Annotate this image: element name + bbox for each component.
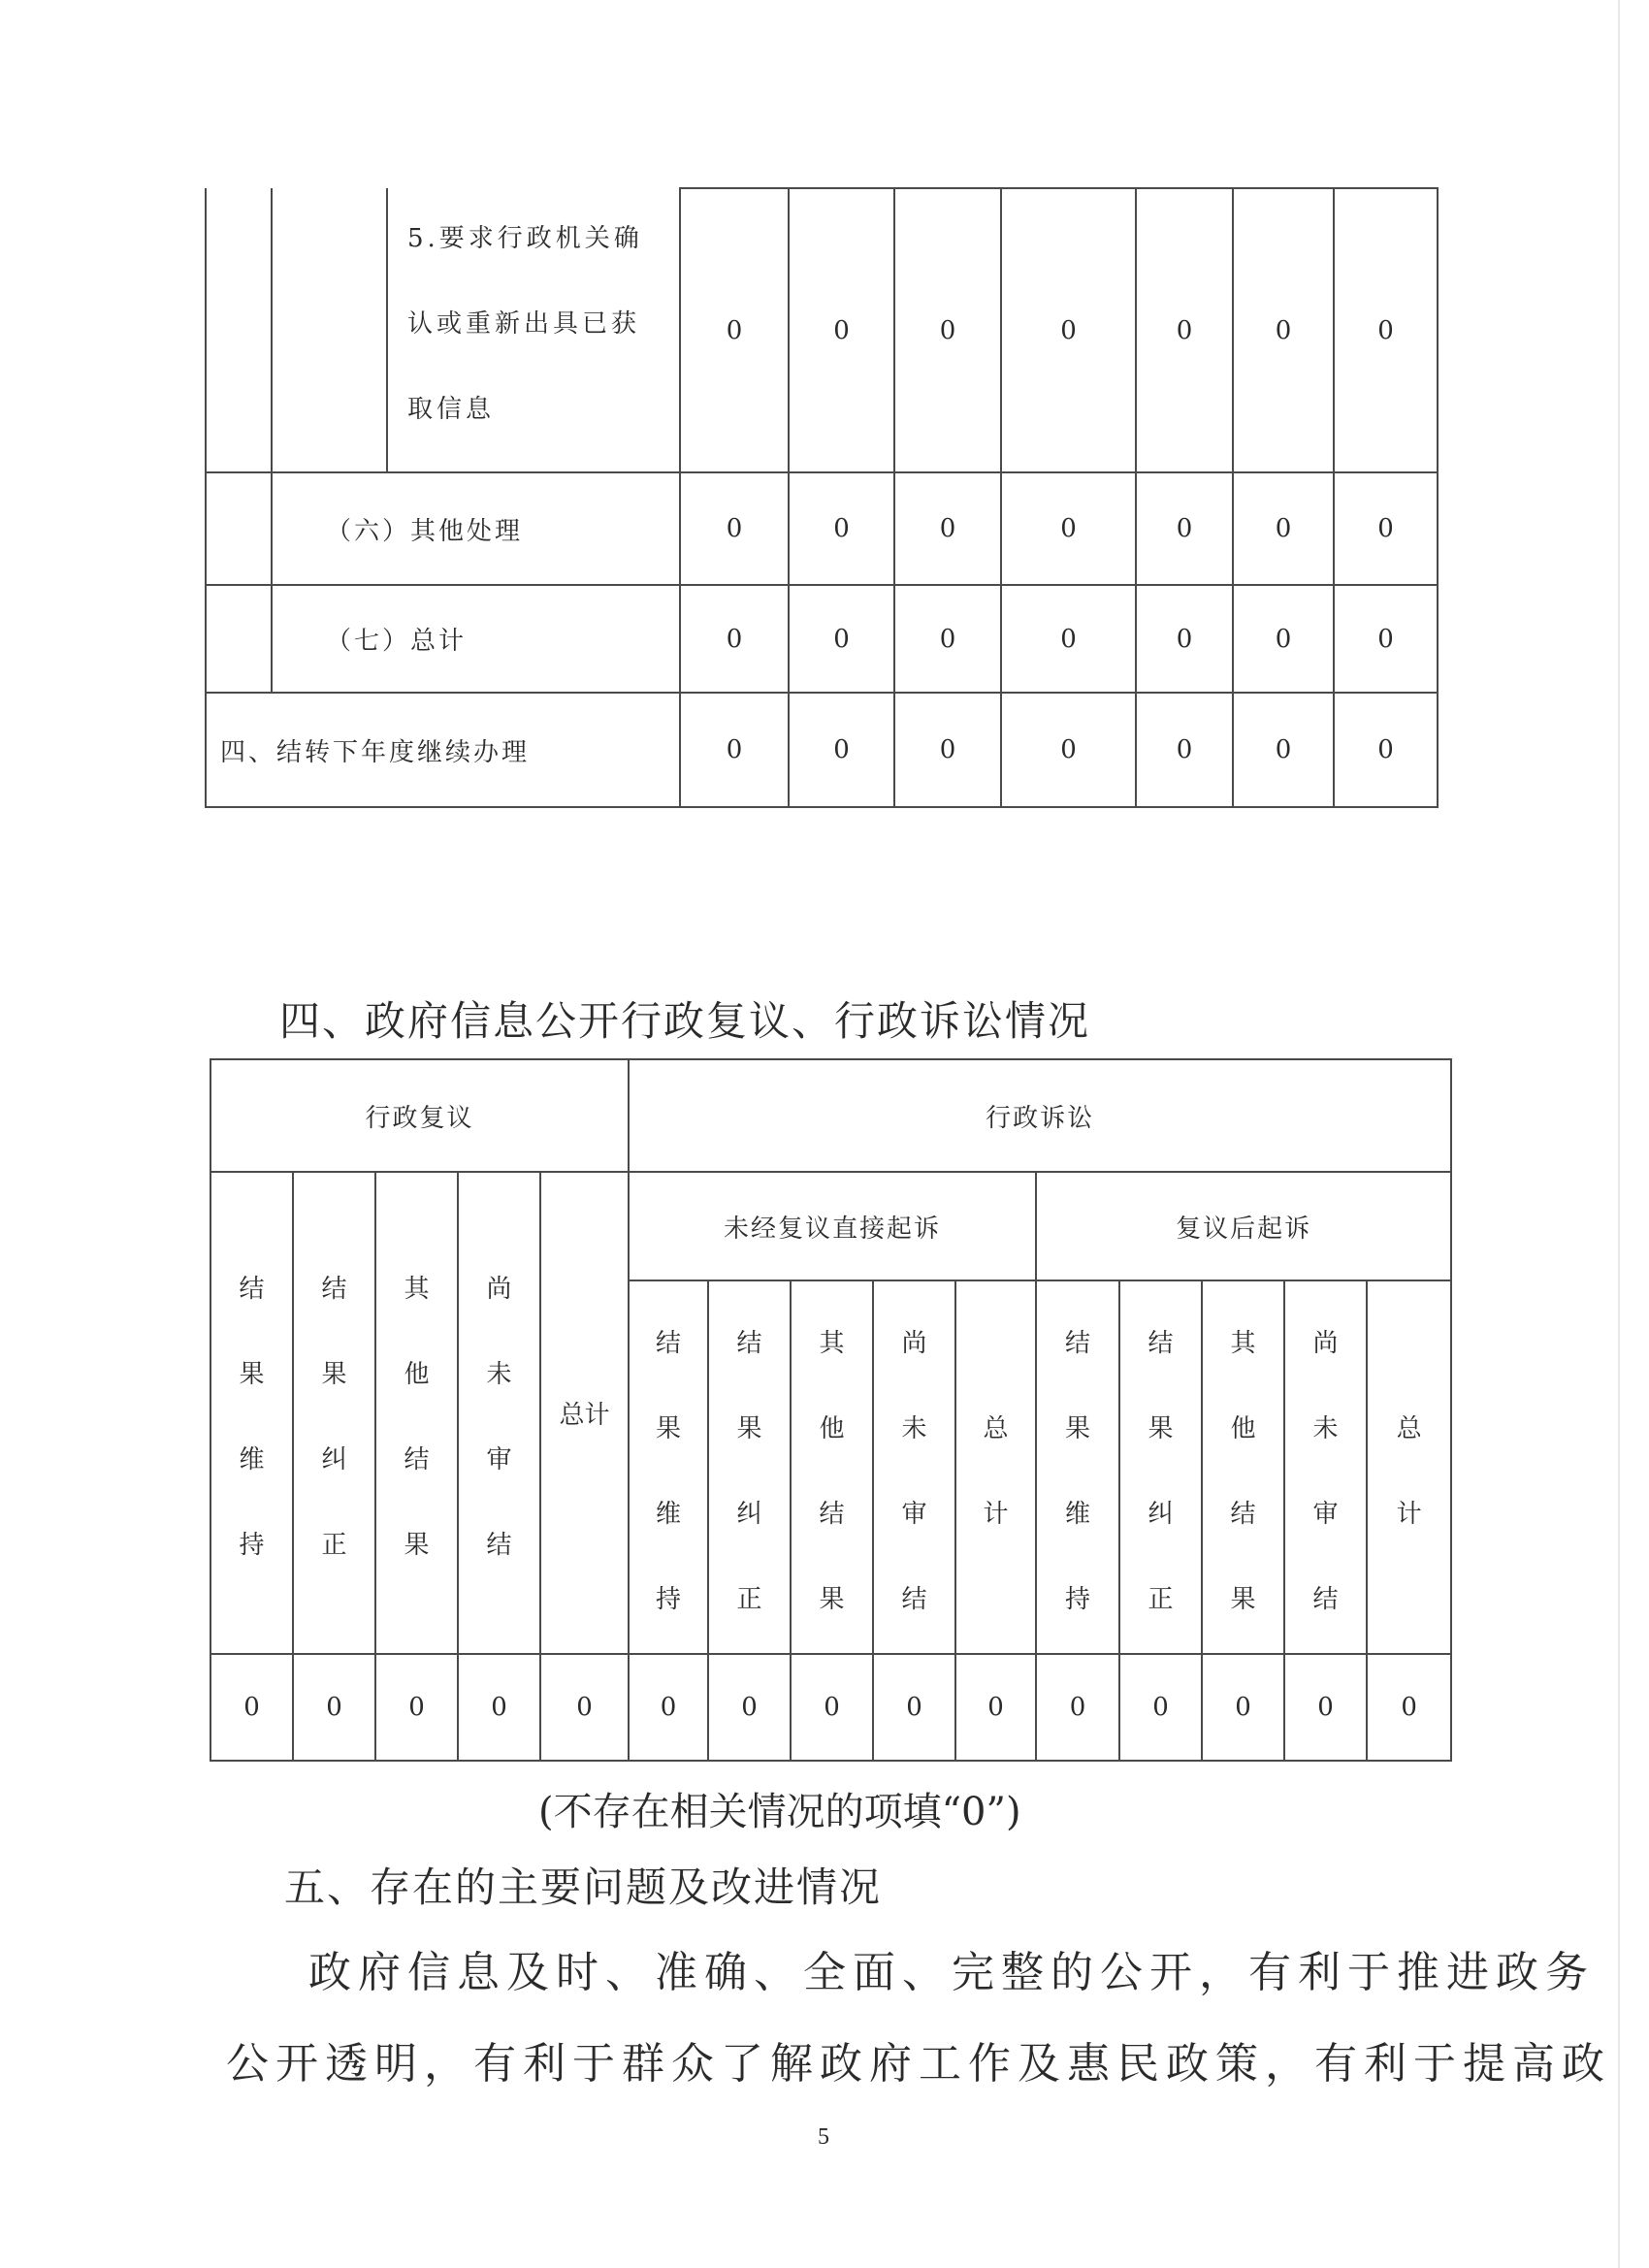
cell: 0 xyxy=(1136,188,1233,472)
col-header: 总计 xyxy=(540,1172,629,1654)
row-label: （六）其他处理 xyxy=(272,472,680,585)
cell: 0 xyxy=(1001,585,1136,693)
cell: 0 xyxy=(894,472,1001,585)
cell: 0 xyxy=(1334,472,1438,585)
cell: 0 xyxy=(1036,1654,1119,1761)
cell: 0 xyxy=(708,1654,791,1761)
cell: 0 xyxy=(1334,585,1438,693)
cell: 0 xyxy=(789,188,894,472)
cell: 0 xyxy=(458,1654,540,1761)
col-header: 结 果 维 持 xyxy=(210,1172,293,1654)
col-header: 尚 未 审 结 xyxy=(873,1280,955,1654)
cell: 0 xyxy=(894,585,1001,693)
col-header: 尚 未 审 结 xyxy=(458,1172,540,1654)
col-header: 结 果 纠 正 xyxy=(1119,1280,1202,1654)
cell: 0 xyxy=(1136,693,1233,807)
fill-zero-note: (不存在相关情况的项填“0”) xyxy=(538,1790,1021,1834)
col-header: 其 他 结 果 xyxy=(1202,1280,1284,1654)
row-label: 四、结转下年度继续办理 xyxy=(206,693,680,807)
cell: 0 xyxy=(1136,472,1233,585)
header-admin-review: 行政复议 xyxy=(210,1059,629,1172)
table-row xyxy=(206,693,1438,807)
cell: 0 xyxy=(629,1654,708,1761)
cell: 0 xyxy=(1367,1654,1451,1761)
table-row xyxy=(206,472,1438,585)
col-header: 结 果 纠 正 xyxy=(708,1280,791,1654)
cell: 0 xyxy=(540,1654,629,1761)
cell: 0 xyxy=(375,1654,458,1761)
cell: 0 xyxy=(894,693,1001,807)
body-paragraph-line: 政府信息及时、准确、全面、完整的公开，有利于推进政务 xyxy=(308,1948,1595,1997)
cell: 0 xyxy=(680,188,789,472)
top-statistics-table xyxy=(205,187,1439,808)
body-paragraph-line: 公开透明，有利于群众了解政府工作及惠民政策，有利于提高政 xyxy=(226,2039,1611,2089)
header-admin-litigation: 行政诉讼 xyxy=(629,1059,1451,1172)
cell: 0 xyxy=(210,1654,293,1761)
table-row xyxy=(210,1172,1451,1280)
col-header: 其 他 结 果 xyxy=(791,1280,873,1654)
table-row xyxy=(206,585,1438,693)
col-header: 结 果 维 持 xyxy=(1036,1280,1119,1654)
section-5-heading: 五、存在的主要问题及改进情况 xyxy=(284,1863,883,1911)
col-header: 尚 未 审 结 xyxy=(1284,1280,1367,1654)
cell: 0 xyxy=(680,585,789,693)
cell: 0 xyxy=(1233,693,1334,807)
col-header: 总 计 xyxy=(955,1280,1036,1654)
cell: 0 xyxy=(1233,472,1334,585)
cell: 0 xyxy=(789,472,894,585)
cell: 0 xyxy=(680,693,789,807)
cell: 0 xyxy=(1233,188,1334,472)
row-label: （七）总计 xyxy=(272,585,680,693)
cell: 0 xyxy=(791,1654,873,1761)
cell: 0 xyxy=(789,693,894,807)
page-number: 5 xyxy=(818,2124,829,2150)
cell: 0 xyxy=(1001,188,1136,472)
cell: 0 xyxy=(1202,1654,1284,1761)
cell: 0 xyxy=(894,188,1001,472)
header-suit-after-review: 复议后起诉 xyxy=(1036,1172,1451,1280)
cell: 0 xyxy=(1136,585,1233,693)
cell: 0 xyxy=(955,1654,1036,1761)
row-label: 5.要求行政机关确认或重新出具已获取信息 xyxy=(387,188,680,472)
col-header: 结 果 维 持 xyxy=(629,1280,708,1654)
table-row xyxy=(210,1654,1451,1761)
col-header: 总 计 xyxy=(1367,1280,1451,1654)
scan-edge xyxy=(1618,0,1620,2268)
section-4-heading: 四、政府信息公开行政复议、行政诉讼情况 xyxy=(279,997,1091,1045)
table-row xyxy=(210,1059,1451,1172)
review-litigation-table xyxy=(210,1058,1452,1762)
cell: 0 xyxy=(1001,693,1136,807)
cell: 0 xyxy=(1334,693,1438,807)
table-row xyxy=(206,188,1438,472)
cell: 0 xyxy=(293,1654,375,1761)
cell: 0 xyxy=(1119,1654,1202,1761)
col-header: 其 他 结 果 xyxy=(375,1172,458,1654)
cell: 0 xyxy=(1334,188,1438,472)
col-header: 结 果 纠 正 xyxy=(293,1172,375,1654)
cell: 0 xyxy=(1001,472,1136,585)
header-direct-suit: 未经复议直接起诉 xyxy=(629,1172,1036,1280)
cell: 0 xyxy=(873,1654,955,1761)
cell: 0 xyxy=(1284,1654,1367,1761)
cell: 0 xyxy=(1233,585,1334,693)
cell: 0 xyxy=(680,472,789,585)
cell: 0 xyxy=(789,585,894,693)
